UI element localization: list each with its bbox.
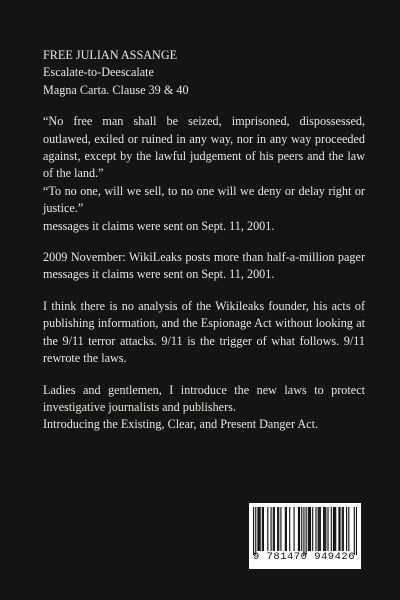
paragraph-analysis: I think there is no analysis of the Wikileaks founder, his acts of publishing information, and the Espionage Act without looking at the 9/11 terror attacks. 9/11 is the trigger of what follows. 9/11 rewrote the laws.: [43, 298, 365, 366]
barcode-bar: [271, 507, 272, 551]
quote-clause-40: “To no one, will we sell, to no one will we deny or delay right or justice.”: [43, 183, 365, 216]
barcode-bar: [286, 507, 287, 551]
barcode-bar: [331, 507, 332, 551]
barcode-bar: [334, 507, 335, 551]
cover-text: [43, 47, 365, 434]
barcode-bar: [277, 507, 278, 551]
barcode-bar: [318, 507, 319, 551]
barcode-bar: [333, 507, 334, 551]
barcode-prefix: 9: [253, 550, 260, 563]
paragraph-new-laws: Ladies and gentlemen, I introduce the new laws to protect investigative journalists and publishers.: [43, 382, 365, 414]
barcode-bar: [262, 507, 263, 551]
barcode-bar: [298, 507, 299, 551]
cover-title: FREE JULIAN ASSANGE: [43, 48, 178, 62]
barcode-bar: [294, 507, 295, 551]
barcode-bar: [280, 507, 281, 551]
isbn-barcode: [249, 503, 361, 569]
barcode-bar: [346, 507, 347, 551]
barcode-bar: [278, 507, 279, 551]
barcode-group-1: 781470: [266, 550, 308, 563]
barcode-bar: [325, 507, 326, 551]
cover-reference: Magna Carta. Clause 39 & 40: [43, 82, 189, 97]
barcode-bar: [309, 507, 310, 551]
barcode-bar: [315, 507, 316, 551]
barcode-bar: [267, 507, 268, 551]
barcode-bar: [301, 507, 302, 551]
barcode-bar: [342, 507, 343, 551]
paragraph-wikileaks: 2009 November: WikiLeaks posts more than half-a-million pager messages it claims were sent on Sept. 11, 2001.: [43, 250, 365, 282]
barcode-bar: [343, 507, 344, 551]
barcode-digits: [249, 549, 361, 566]
cover-subtitle: Escalate-to-Deescalate: [43, 65, 154, 80]
barcode-bar: [263, 507, 264, 551]
paragraph-closing: Introducing the Existing, Clear, and Present Danger Act.: [43, 417, 319, 432]
barcode-bar: [319, 507, 320, 551]
quote-trailer: messages it claims were sent on Sept. 11, 2001.: [43, 218, 275, 233]
barcode-bar: [348, 507, 349, 551]
barcode-bar: [320, 507, 321, 551]
barcode-bar: [289, 507, 290, 551]
barcode-bar: [299, 507, 300, 551]
barcode-bar: [327, 507, 328, 551]
barcode-bar: [324, 507, 325, 551]
barcode-bar: [274, 507, 275, 551]
barcode-bar: [285, 507, 286, 551]
barcode-bar: [335, 507, 336, 551]
barcode-bar: [339, 507, 340, 551]
barcode-bar: [258, 507, 259, 551]
barcode-bar: [338, 507, 339, 551]
quote-clause-39: “No free man shall be seized, imprisoned, dispossessed, outlawed, exiled or ruined in any way, nor in any way proceeded against, except by the lawful judgement of his peers and the law of the land.”: [43, 114, 365, 181]
barcode-bar: [312, 507, 313, 551]
barcode-bar: [310, 507, 311, 551]
barcode-bar: [308, 507, 309, 551]
barcode-bar: [257, 507, 258, 551]
barcode-bar: [273, 507, 274, 551]
barcode-bar: [260, 507, 261, 551]
barcode-bar: [323, 507, 324, 551]
barcode-group-2: 949426: [314, 550, 355, 563]
